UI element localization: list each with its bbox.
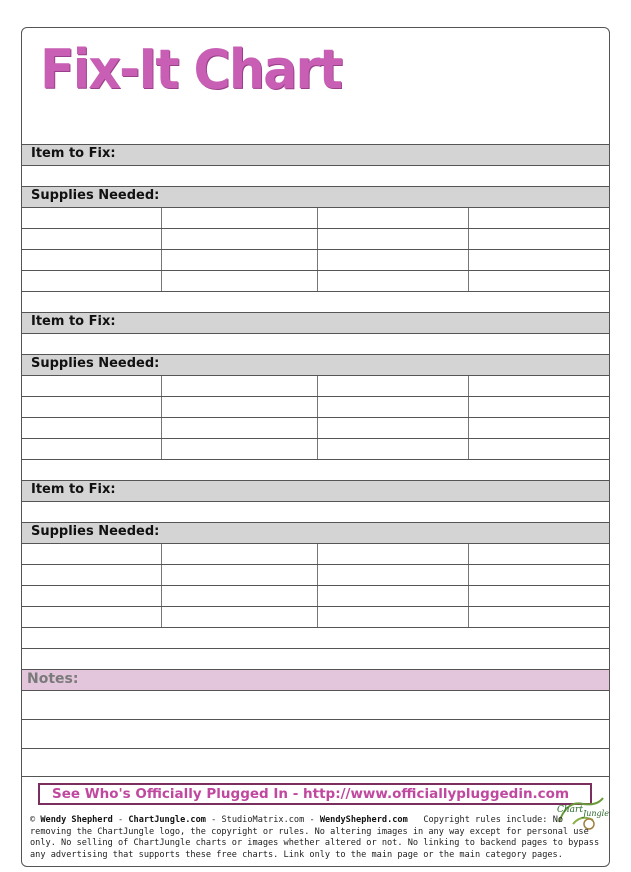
supplies-row[interactable] [22,207,609,228]
supplies-row[interactable] [22,606,609,627]
fix-it-grid [22,144,609,777]
notes-label: Notes: [27,671,79,687]
rules-intro: Copyright rules include: [423,815,548,825]
credit-separator: - [112,815,129,825]
item-entry-row[interactable] [22,501,609,522]
supplies-row[interactable] [22,228,609,249]
supplies-row[interactable] [22,585,609,606]
svg-text:Chart: Chart [557,805,583,815]
supplies-needed-label: Supplies Needed: [31,356,160,371]
item-entry-row[interactable] [22,333,609,354]
page-title: Fix-It Chart [40,38,342,101]
svg-text:Jungle: Jungle [583,809,609,818]
supplies-needed-header [22,354,609,375]
credit-studiomatrix: StudioMatrix.com [221,815,305,825]
credit-chartjungle: ChartJungle.com [128,815,206,825]
item-to-fix-header [22,312,609,333]
notes-header [22,669,609,690]
supplies-row[interactable] [22,543,609,564]
supplies-needed-label: Supplies Needed: [31,188,160,203]
credit-separator: - [205,815,222,825]
supplies-row[interactable] [22,375,609,396]
credit-wendyshepherd-site: WendyShepherd.com [319,815,408,825]
credit-separator: - [304,815,320,825]
supplies-row[interactable] [22,417,609,438]
credit-wendy-shepherd: Wendy Shepherd [40,815,113,825]
supplies-row[interactable] [22,564,609,585]
copyright-footer [30,815,606,861]
blank-row[interactable] [22,291,609,312]
banner-link-text[interactable]: See Who's Officially Plugged In - http://www.officiallypluggedin.com [52,786,570,802]
supplies-row[interactable] [22,249,609,270]
item-to-fix-header [22,144,609,165]
item-to-fix-label: Item to Fix: [31,482,116,497]
notes-line[interactable] [22,690,609,719]
supplies-needed-header [22,522,609,543]
title-area [22,28,609,144]
supplies-needed-label: Supplies Needed: [31,524,160,539]
rules-text: No removing the ChartJungle logo, the copyright or rules. No altering images in any way except for personal use only. No selling of ChartJungle charts or images whether altered or not. No linking to backend pages to bypass any advertising that supports these free charts. Link only to the main page or the main category pages. [30,815,600,860]
blank-row[interactable] [22,648,609,669]
plugged-in-banner[interactable] [38,783,592,805]
blank-row[interactable] [22,459,609,480]
item-entry-row[interactable] [22,165,609,186]
notes-line[interactable] [22,748,609,777]
chart-sheet [21,27,610,867]
item-to-fix-label: Item to Fix: [31,314,116,329]
supplies-row[interactable] [22,438,609,459]
copyright-symbol: © [30,815,36,825]
notes-line[interactable] [22,719,609,748]
blank-row[interactable] [22,627,609,648]
supplies-needed-header [22,186,609,207]
item-to-fix-header [22,480,609,501]
supplies-row[interactable] [22,270,609,291]
supplies-row[interactable] [22,396,609,417]
item-to-fix-label: Item to Fix: [31,146,116,161]
